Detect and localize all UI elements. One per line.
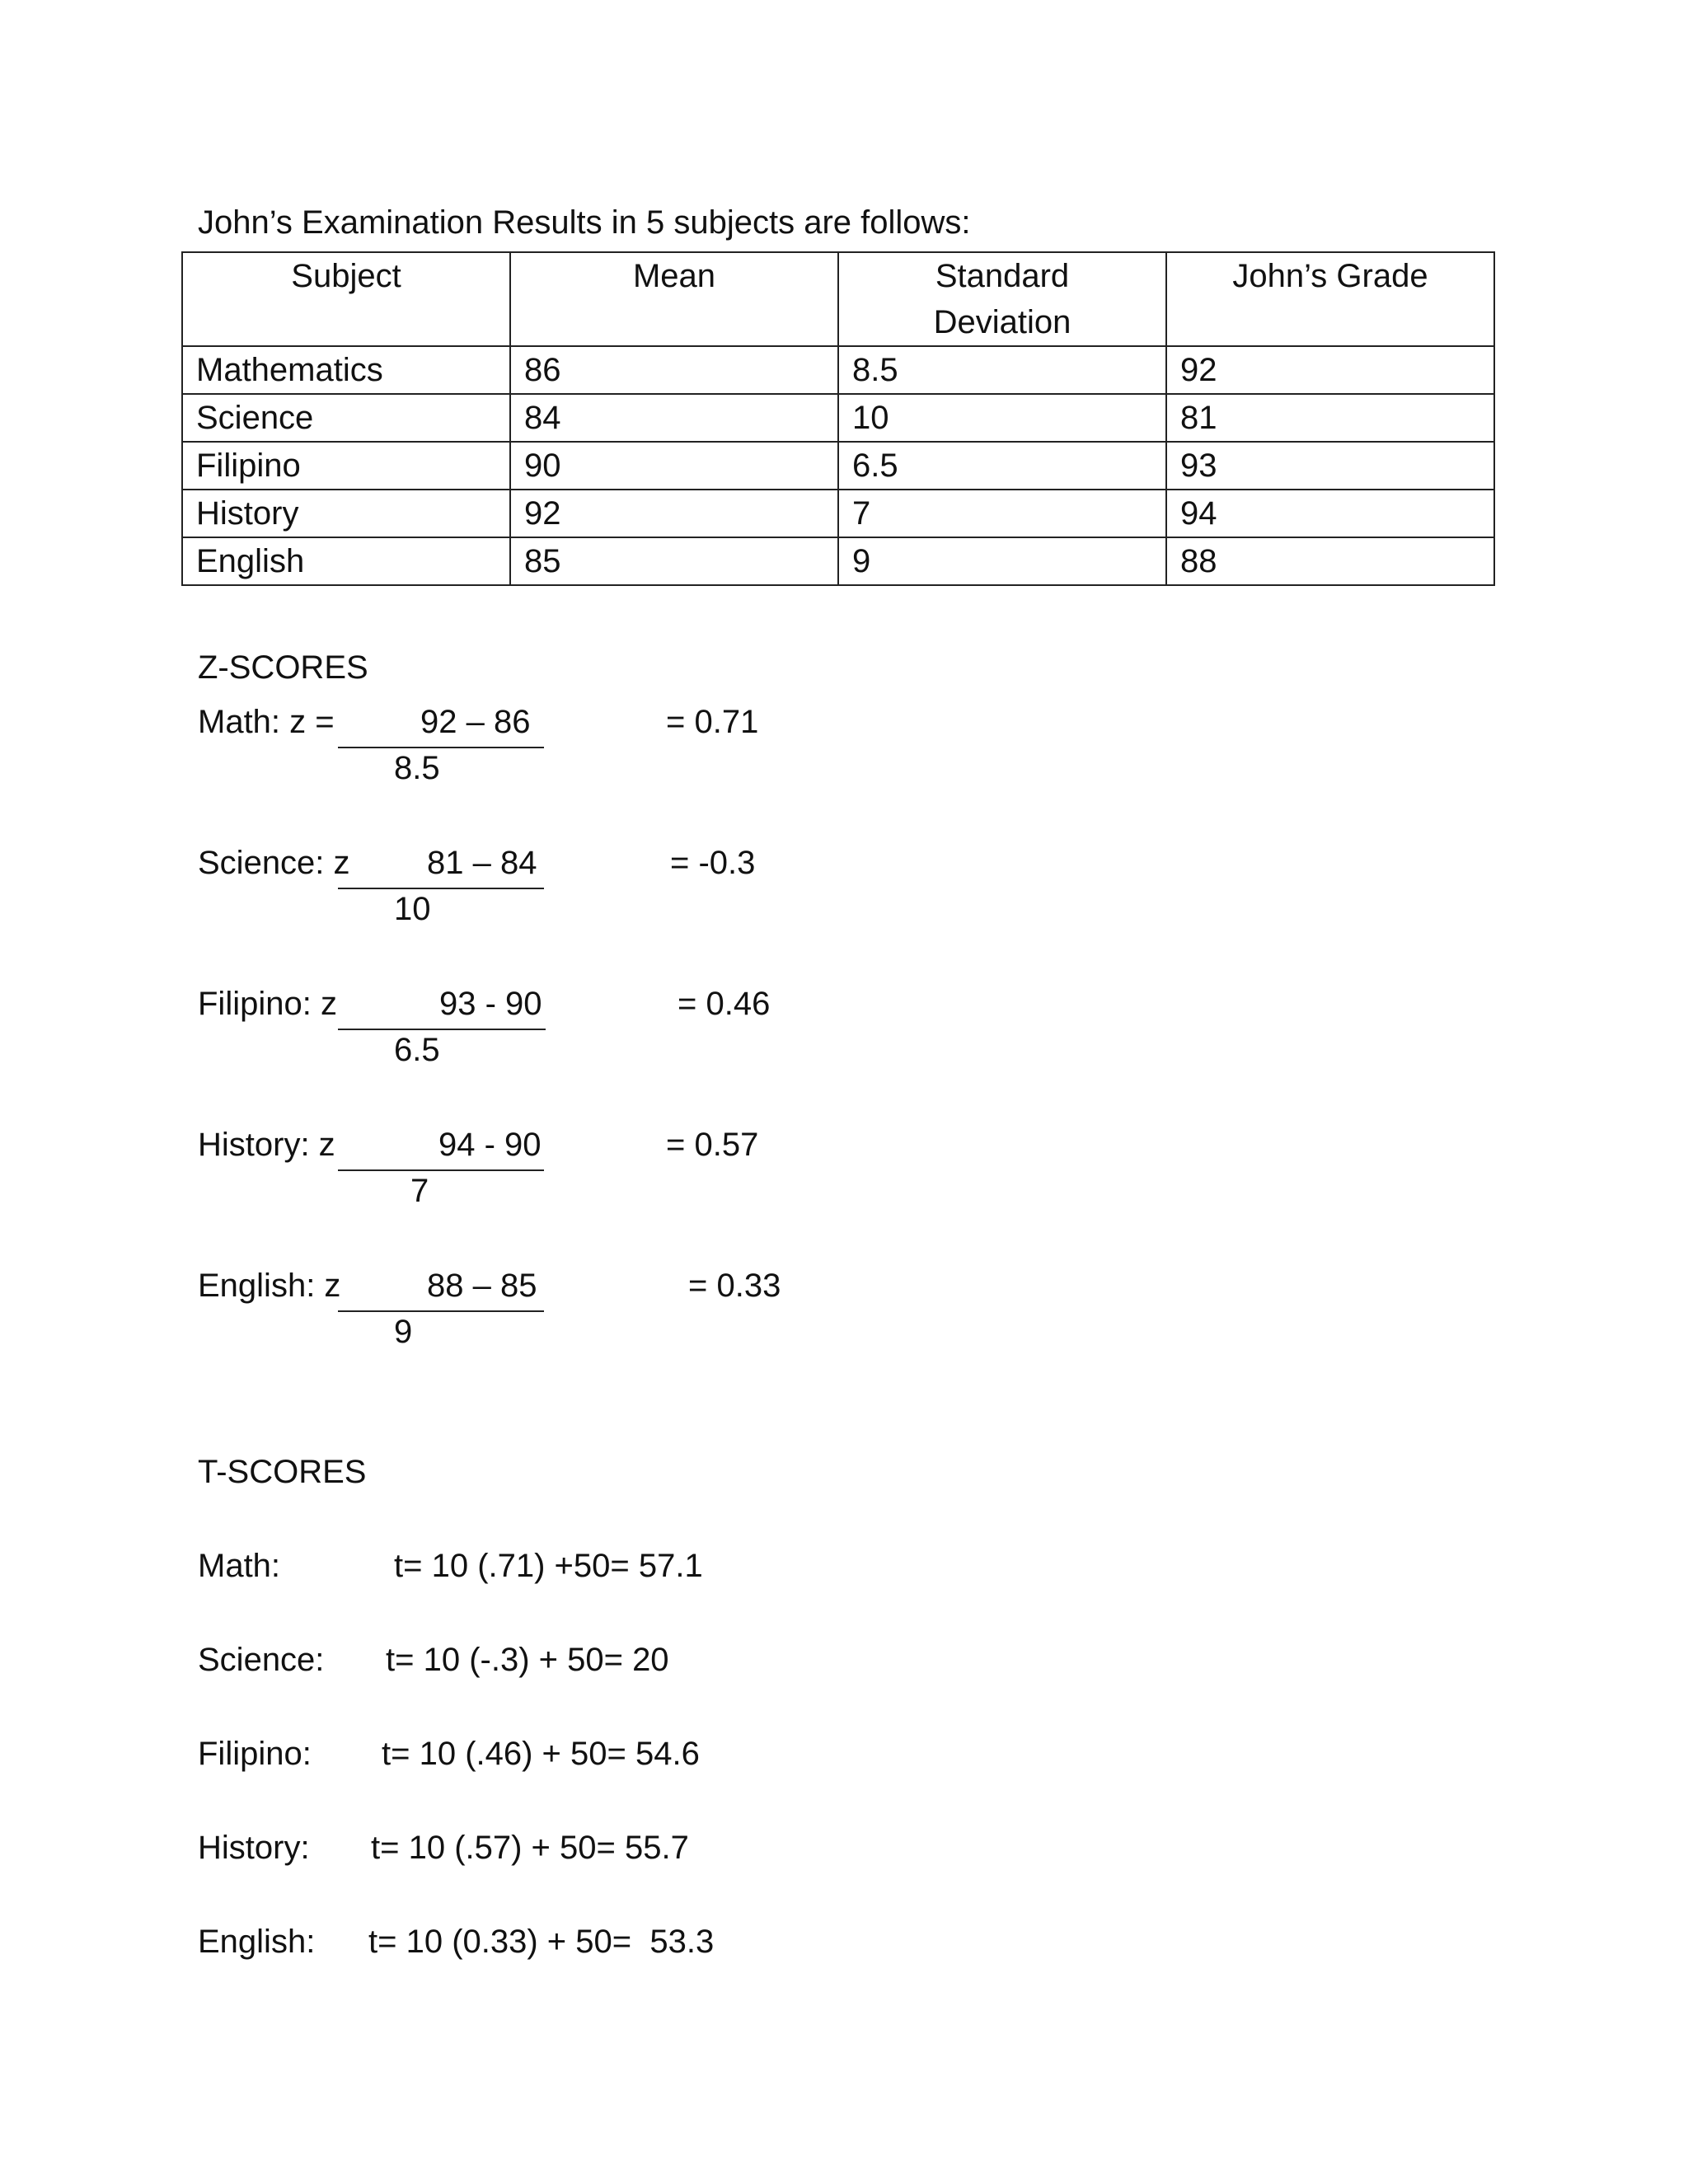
cell-sd: 7 — [838, 490, 1166, 537]
z-science-numerator: 81 – 84 — [427, 845, 537, 881]
z-science-result: = -0.3 — [670, 845, 756, 881]
z-math-result: = 0.71 — [666, 704, 759, 740]
z-math-numerator: 92 – 86 — [420, 704, 531, 740]
cell-mean: 85 — [510, 537, 838, 585]
z-science-denominator: 10 — [394, 891, 431, 927]
header-johns-grade: John’s Grade — [1166, 252, 1494, 346]
z-math-denominator: 8.5 — [394, 750, 440, 786]
t-filipino-label: Filipino: — [198, 1736, 312, 1772]
z-english-numerator: 88 – 85 — [427, 1268, 537, 1304]
tscores-heading: T-SCORES — [198, 1454, 367, 1490]
table-row — [182, 394, 1494, 442]
z-history-fraction-bar — [338, 1169, 544, 1171]
z-filipino-numerator: 93 - 90 — [439, 986, 542, 1022]
cell-mean: 92 — [510, 490, 838, 537]
cell-grade: 94 — [1166, 490, 1494, 537]
z-history-result: = 0.57 — [666, 1127, 759, 1163]
t-science-label: Science: — [198, 1642, 325, 1678]
cell-grade: 93 — [1166, 442, 1494, 490]
cell-mean: 86 — [510, 346, 838, 394]
t-history-label: History: — [198, 1830, 310, 1866]
results-table — [181, 251, 1495, 586]
z-filipino-fraction-bar — [338, 1029, 546, 1030]
z-science-fraction-bar — [338, 888, 544, 889]
cell-subject: Science — [182, 394, 510, 442]
table-row — [182, 442, 1494, 490]
z-english-denominator: 9 — [394, 1314, 413, 1350]
z-filipino-result: = 0.46 — [678, 986, 771, 1022]
header-standard-deviation: Standard Deviation — [838, 252, 1166, 346]
cell-subject: English — [182, 537, 510, 585]
t-filipino-formula: t= 10 (.46) + 50= 54.6 — [382, 1736, 700, 1772]
header-mean: Mean — [510, 252, 838, 346]
z-english-label: English: z — [198, 1268, 341, 1304]
cell-sd: 8.5 — [838, 346, 1166, 394]
zscores-heading: Z-SCORES — [198, 649, 368, 686]
table-row — [182, 346, 1494, 394]
z-history-label: History: z — [198, 1127, 335, 1163]
intro-text: John’s Examination Results in 5 subjects are follows: — [198, 204, 971, 241]
table-row — [182, 490, 1494, 537]
table-header-row — [182, 252, 1494, 346]
cell-subject: History — [182, 490, 510, 537]
t-math-label: Math: — [198, 1548, 281, 1584]
t-english-label: English: — [198, 1924, 316, 1960]
z-math-fraction-bar — [338, 747, 544, 748]
header-subject: Subject — [182, 252, 510, 346]
cell-subject: Filipino — [182, 442, 510, 490]
z-science-label: Science: z — [198, 845, 350, 881]
table-row — [182, 537, 1494, 585]
t-science-formula: t= 10 (-.3) + 50= 20 — [386, 1642, 669, 1678]
z-filipino-denominator: 6.5 — [394, 1032, 440, 1068]
t-history-formula: t= 10 (.57) + 50= 55.7 — [371, 1830, 689, 1866]
z-history-numerator: 94 - 90 — [438, 1127, 542, 1163]
cell-grade: 88 — [1166, 537, 1494, 585]
z-history-denominator: 7 — [410, 1173, 429, 1209]
cell-sd: 9 — [838, 537, 1166, 585]
z-english-fraction-bar — [338, 1310, 544, 1312]
cell-mean: 84 — [510, 394, 838, 442]
cell-mean: 90 — [510, 442, 838, 490]
t-math-formula: t= 10 (.71) +50= 57.1 — [394, 1548, 703, 1584]
cell-grade: 81 — [1166, 394, 1494, 442]
cell-sd: 6.5 — [838, 442, 1166, 490]
z-filipino-label: Filipino: z — [198, 986, 337, 1022]
z-english-result: = 0.33 — [688, 1268, 781, 1304]
cell-grade: 92 — [1166, 346, 1494, 394]
cell-sd: 10 — [838, 394, 1166, 442]
z-math-label: Math: z = — [198, 704, 335, 740]
t-english-formula: t= 10 (0.33) + 50= 53.3 — [368, 1924, 715, 1960]
cell-subject: Mathematics — [182, 346, 510, 394]
